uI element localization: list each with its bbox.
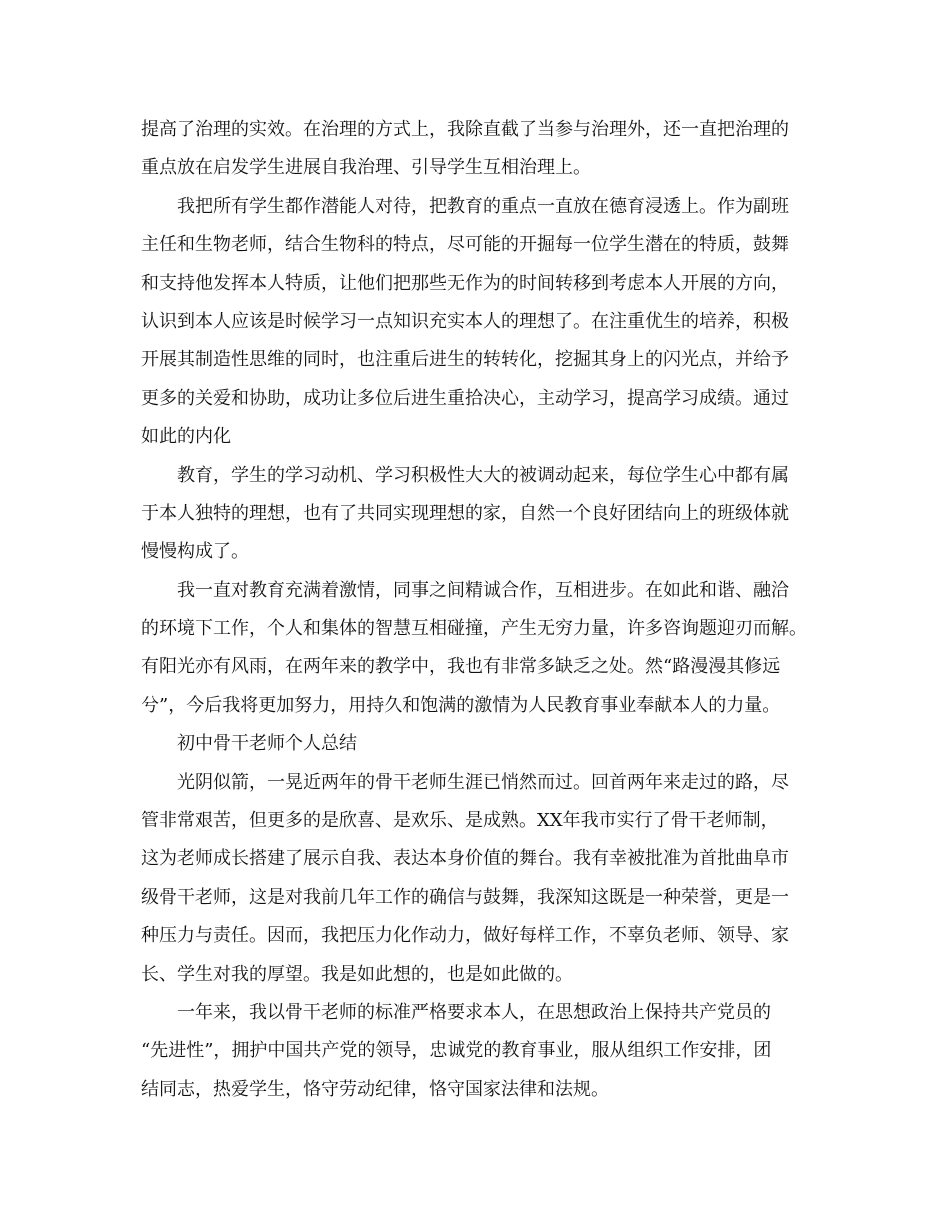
text-line: 兮”，今后我将更加努力，用持久和饱满的激情为人民教育事业奉献本人的力量。 <box>141 694 781 716</box>
text-line: 慢慢构成了。 <box>141 541 249 563</box>
text-line: 级骨干老师，这是对我前几年工作的确信与鼓舞，我深知这既是一种荣誉，更是一 <box>141 886 789 908</box>
text-line: 管非常艰苦，但更多的是欣喜、是欢乐、是成熟。XX年我市实行了骨干老师制， <box>141 810 779 832</box>
text-line: 提高了治理的实效。在治理的方式上，我除直截了当参与治理外，还一直把治理的 <box>141 119 789 140</box>
text-line: 重点放在启发学生进展自我治理、引导学生互相治理上。 <box>141 157 591 179</box>
text-line: 有阳光亦有风雨，在两年来的教学中，我也有非常多缺乏之处。然“路漫漫其修远 <box>141 656 781 678</box>
text-line: 如此的内化 <box>141 426 231 448</box>
text-line: 这为老师成长搭建了展示自我、表达本身价值的舞台。我有幸被批准为首批曲阜市 <box>141 848 789 870</box>
text-line: “先进性”，拥护中国共产党的领导，忠诚党的教育事业，服从组织工作安排，团 <box>141 1040 772 1062</box>
text-line: 的环境下工作，个人和集体的智慧互相碰撞，产生无穷力量，许多咨询题迎刃而解。 <box>141 618 807 640</box>
document-body <box>141 111 825 1109</box>
text-line: 和支持他发挥本人特质，让他们把那些无作为的时间转移到考虑本人开展的方向， <box>141 272 789 294</box>
text-line: 开展其制造性思维的同时，也注重后进生的转转化，挖掘其身上的闪光点，并给予 <box>141 349 789 371</box>
text-line: 结同志，热爱学生，恪守劳动纪律，恪守国家法律和法规。 <box>141 1078 609 1100</box>
text-line: 于本人独特的理想，也有了共同实现理想的家，自然一个良好团结向上的班级体就 <box>141 502 789 524</box>
text-line: 长、学生对我的厚望。我是如此想的，也是如此做的。 <box>141 963 573 985</box>
text-line: 一年来，我以骨干老师的标准严格要求本人，在思想政治上保持共产党员的 <box>177 1001 771 1023</box>
text-line: 初中骨干老师个人总结 <box>177 733 357 755</box>
text-line: 我把所有学生都作潜能人对待，把教育的重点一直放在德育浸透上。作为副班 <box>177 195 789 217</box>
text-line: 主任和生物老师，结合生物科的特点，尽可能的开掘每一位学生潜在的特质，鼓舞 <box>141 234 789 256</box>
text-line: 认识到本人应该是时候学习一点知识充实本人的理想了。在注重优生的培养，积极 <box>141 310 789 332</box>
text-line: 我一直对教育充满着激情，同事之间精诚合作，互相进步。在如此和谐、融洽 <box>177 579 789 601</box>
text-line: 更多的关爱和协助，成功让多位后进生重拾决心，主动学习，提高学习成绩。通过 <box>141 387 789 409</box>
text-line: 教育，学生的学习动机、学习积极性大大的被调动起来，每位学生心中都有属 <box>177 464 789 486</box>
text-line: 光阴似箭，一晃近两年的骨干老师生涯已悄然而过。回首两年来走过的路，尽 <box>177 771 789 793</box>
text-line: 种压力与责任。因而，我把压力化作动力，做好每样工作，不辜负老师、领导、家 <box>141 925 789 947</box>
